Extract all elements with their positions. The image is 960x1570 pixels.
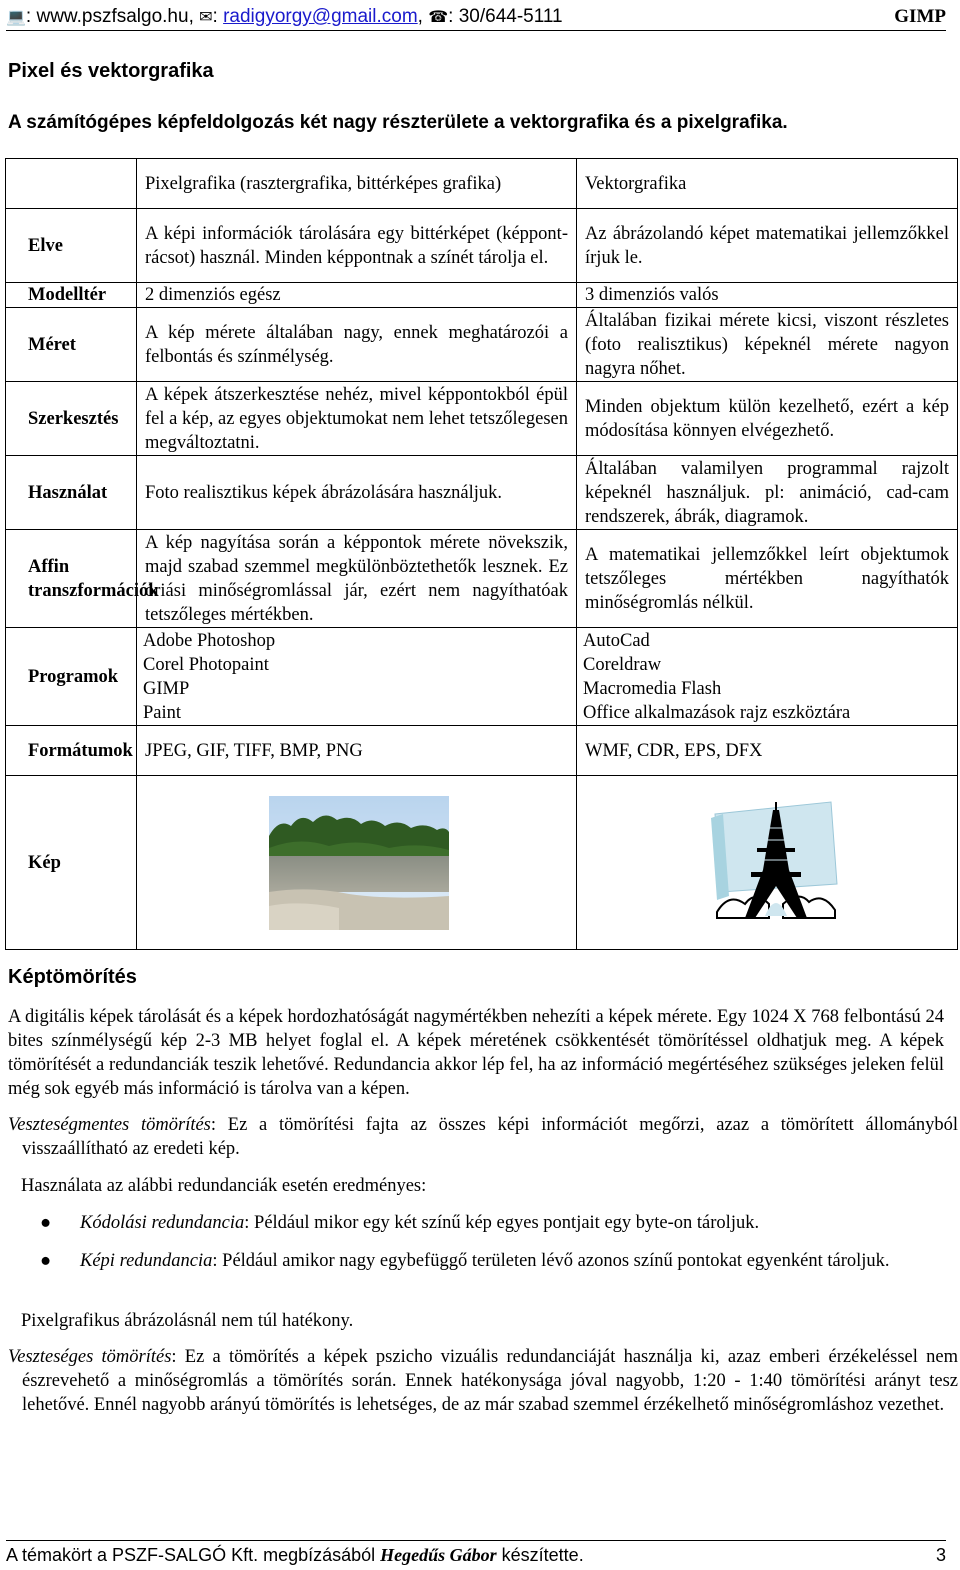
cell-pixel: A képek átszerkesztése nehéz, mivel képpontokból épül fel a kép, az egyes objektumokat nem lehet tetszőlegesen megváltoztatni. xyxy=(137,382,577,456)
list-item: AutoCad xyxy=(583,630,650,651)
raster-image-cell xyxy=(137,776,577,950)
table-corner-cell xyxy=(6,159,137,209)
table-row xyxy=(6,530,958,628)
list-item: Corel Photopaint xyxy=(143,654,269,675)
pixel-note: Pixelgrafikus ábrázolásnál nem túl hatékony. xyxy=(21,1311,354,1331)
list-item: Adobe Photoshop xyxy=(143,630,276,651)
page-number: 3 xyxy=(935,1545,946,1565)
lossless-paragraph xyxy=(8,1113,958,1161)
cell-pixel: Foto realisztikus képek ábrázolására használjuk. xyxy=(137,456,577,530)
formats-row xyxy=(6,726,958,776)
programs-pixel-list xyxy=(137,628,577,726)
mail-icon: ✉ xyxy=(199,9,213,26)
cell-vector: WMF, CDR, EPS, DFX xyxy=(577,726,958,776)
row-label: Formátumok xyxy=(6,726,137,776)
page-title: Pixel és vektorgrafika xyxy=(8,60,214,82)
cell-vector: 3 dimenziós valós xyxy=(577,283,958,308)
email-link[interactable]: radigyorgy@gmail.com xyxy=(223,6,418,27)
programs-row xyxy=(6,628,958,726)
section-title: Képtömörítés xyxy=(8,966,137,988)
cell-pixel: A képi információk tárolására egy bittérképet (képpont-rácsot) használ. Minden képpontnak a színét tárolja el. xyxy=(137,209,577,283)
page-header xyxy=(6,4,946,31)
cell-vector: Általában valamilyen programmal rajzolt képeknél használjuk. pl: animáció, cad-cam rendszerek, ábrák, diagramok. xyxy=(577,456,958,530)
programs-vector-list xyxy=(577,628,958,726)
intro-heading: A számítógépes képfeldolgozás két nagy részterülete a vektorgrafika és a pixelgrafika. xyxy=(8,112,788,133)
list-item: Coreldraw xyxy=(583,654,662,675)
row-label: Elve xyxy=(6,209,137,283)
table-row xyxy=(6,382,958,456)
cell-pixel: JPEG, GIF, TIFF, BMP, PNG xyxy=(137,726,577,776)
list-item: GIMP xyxy=(143,678,190,699)
image-row xyxy=(6,776,958,950)
table-row xyxy=(6,283,958,308)
footer-post: készítette. xyxy=(496,1545,584,1565)
vector-image-cell xyxy=(577,776,958,950)
river-photo xyxy=(269,796,449,930)
bullet-desc: : Például amikor nagy egybefüggő területen lévő azonos színű pontokat egyenként tároljuk. xyxy=(212,1251,890,1271)
bullet-text xyxy=(80,1211,944,1235)
contact-line: 💻: www.pszfsalgo.hu, ✉: radigyorgy@gmail.com, ☎: 30/644-5111 xyxy=(6,6,563,27)
bullet-icon: ● xyxy=(40,1251,52,1271)
compression-intro: A digitális képek tárolását és a képek hordozhatóságát nagymértékben nehezíti a képek mérete. Egy 1024 X 768 felbontású 24 bites színmélységű kép 2-3 MB helyet foglal el. A képek méretének csökkentését tömörítéssel oldhatjuk meg. A képek tömörítését a redundanciák teszik lehetővé. Redundancia akkor lép fel, ha az információ megértéséhez szükséges jeleken felül még sok egyéb más információ is tárolva van a képen. xyxy=(8,1007,944,1099)
col-header-pixel: Pixelgrafika (rasztergrafika, bittérképes grafika) xyxy=(137,159,577,209)
bullet-text xyxy=(80,1249,944,1273)
col-header-vector: Vektorgrafika xyxy=(577,159,958,209)
footer-pre: A témakört a PSZF-SALGÓ Kft. megbízásából xyxy=(6,1545,381,1565)
website-link[interactable]: www.pszfsalgo.hu xyxy=(36,6,189,27)
phone-number: 30/644-5111 xyxy=(458,6,563,27)
phone-icon: ☎ xyxy=(428,9,449,26)
comparison-table xyxy=(5,158,958,950)
bullet-icon: ● xyxy=(40,1213,52,1233)
lossy-paragraph xyxy=(8,1345,958,1417)
lossy-text: : Ez a tömörítés a képek pszicho vizuális redundanciáját használja ki, azaz emberi érzékeléssel nem észrevehető a minőségromlás a tömörítés során. Ennek hatékonysága jóval nagyobb, 1:20 - 1:40 tömörítési arányt tesz lehetővé. Ennél nagyobb arányú tömörítés is lehetséges, de az már szabad szemmel érzékelhető minőségromláshoz vezethet. xyxy=(22,1347,958,1415)
row-label: Kép xyxy=(6,776,137,950)
cell-vector: Általában fizikai mérete kicsi, viszont részletes (foto realisztikus) képeknél mérete nagyon nagyra nőhet. xyxy=(577,308,958,382)
cell-pixel: A kép mérete általában nagy, ennek meghatározói a felbontás és színmélység. xyxy=(137,308,577,382)
cell-vector: Minden objektum külön kezelhető, ezért a kép módosítása könnyen elvégezhető. xyxy=(577,382,958,456)
bullet-desc: : Például mikor egy két színű kép egyes pontjait egy byte-on tároljuk. xyxy=(244,1213,760,1233)
list-item: Office alkalmazások rajz eszköztára xyxy=(583,702,851,723)
bullet-term: Képi redundancia xyxy=(80,1251,213,1271)
computer-icon: 💻 xyxy=(6,9,26,26)
row-label: Modelltér xyxy=(6,283,137,308)
list-item: Macromedia Flash xyxy=(583,678,722,699)
header-topic: GIMP xyxy=(894,6,946,27)
row-label: Méret xyxy=(6,308,137,382)
row-label: Affin transzformációk xyxy=(6,530,137,628)
table-row xyxy=(6,456,958,530)
lossless-text: : Ez a tömörítési fajta az összes képi információt megőrzi, azaz a tömörített állományból visszaállítható az eredeti kép. xyxy=(22,1115,958,1159)
footer-author: Hegedűs Gábor xyxy=(380,1545,497,1565)
list-item: Paint xyxy=(143,702,182,723)
cell-pixel: 2 dimenziós egész xyxy=(137,283,577,308)
cell-vector: A matematikai jellemzőkkel leírt objektumok tetszőleges mértékben nagyíthatók minőségromlás nélkül. xyxy=(577,530,958,628)
row-label: Programok xyxy=(6,628,137,726)
cell-pixel: A kép nagyítása során a képpontok mérete növekszik, majd szabad szemmel megkülönböztethetők lesznek. Ez óriási minőségromlással jár, ezért nem nagyíthatóak tetszőleges mértékben. xyxy=(137,530,577,628)
usage-text: Használata az alábbi redundanciák esetén eredményes: xyxy=(21,1176,427,1196)
lossless-term: Veszteségmentes tömörítés xyxy=(8,1115,211,1135)
bullet-term: Kódolási redundancia xyxy=(80,1213,245,1233)
row-label: Szerkesztés xyxy=(6,382,137,456)
table-row xyxy=(6,308,958,382)
cell-vector: Az ábrázolandó képet matematikai jellemzőkkel írjuk le. xyxy=(577,209,958,283)
table-header-row xyxy=(6,159,958,209)
page-footer xyxy=(6,1540,946,1566)
lossy-term: Veszteséges tömörítés xyxy=(8,1347,172,1367)
eiffel-tower-clipart xyxy=(711,800,841,926)
row-label: Használat xyxy=(6,456,137,530)
table-row xyxy=(6,209,958,283)
